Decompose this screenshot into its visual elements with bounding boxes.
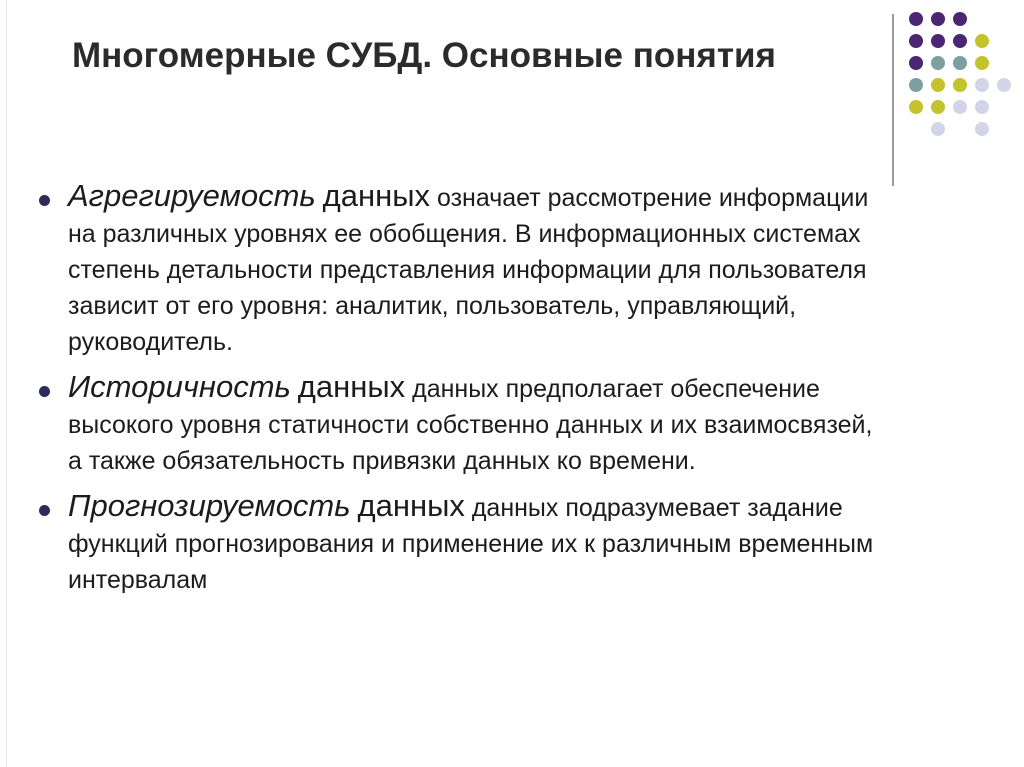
bullet-item-history: [30, 369, 890, 479]
decorative-dot: [975, 34, 989, 48]
decorative-dot: [997, 78, 1011, 92]
bullet-text: означает рассмотрение информации на различных уровнях ее обобщения. В информационных системах степень детальности представления информации для пользователя зависит от его уровня: аналитик, пользователь, управляющий, руководитель.: [68, 184, 869, 356]
bullet-term: Историчность: [68, 369, 291, 404]
decorative-dot: [931, 122, 945, 136]
decorative-dot: [975, 78, 989, 92]
decorative-dot: [931, 56, 945, 70]
bullet-list: [30, 178, 890, 607]
bullet-term-word: данных: [297, 369, 406, 404]
decorative-dot: [953, 78, 967, 92]
bullet-text: данных подразумевает задание функций прогнозирования и применение их к различным временным интервалам: [68, 494, 874, 594]
decorative-dot: [931, 12, 945, 26]
decorative-dot: [931, 100, 945, 114]
bullet-item-forecast: [30, 488, 890, 598]
bullet-term-word: данных: [322, 178, 431, 213]
decorative-dot: [953, 12, 967, 26]
slide-title: Многомерные СУБД. Основные понятия: [72, 36, 776, 75]
bullet-dot-icon: [39, 386, 50, 397]
slide-frame-line: [6, 0, 7, 767]
decorative-dot: [931, 34, 945, 48]
decorative-dot: [953, 56, 967, 70]
decorative-dot: [909, 34, 923, 48]
decorative-dot: [909, 56, 923, 70]
decorative-dot: [953, 100, 967, 114]
title-divider: [892, 14, 894, 186]
bullet-term-word: данных: [357, 488, 465, 523]
decorative-dot: [975, 122, 989, 136]
bullet-term: Агрегируемость: [68, 178, 316, 213]
bullet-term: Прогнозируемость: [68, 488, 351, 523]
decorative-dot: [909, 100, 923, 114]
decorative-dot-grid: [905, 8, 1020, 168]
decorative-dot: [931, 78, 945, 92]
decorative-dot: [909, 12, 923, 26]
bullet-dot-icon: [39, 195, 50, 206]
decorative-dot: [909, 78, 923, 92]
bullet-item-aggregation: [30, 178, 890, 360]
bullet-dot-icon: [39, 505, 50, 516]
bullet-text: данных предполагает обеспечение высокого уровня статичности собственно данных и их взаимосвязей, а также обязательность привязки данных ко времени.: [68, 375, 873, 475]
decorative-dot: [975, 100, 989, 114]
decorative-dot: [975, 56, 989, 70]
decorative-dot: [953, 34, 967, 48]
